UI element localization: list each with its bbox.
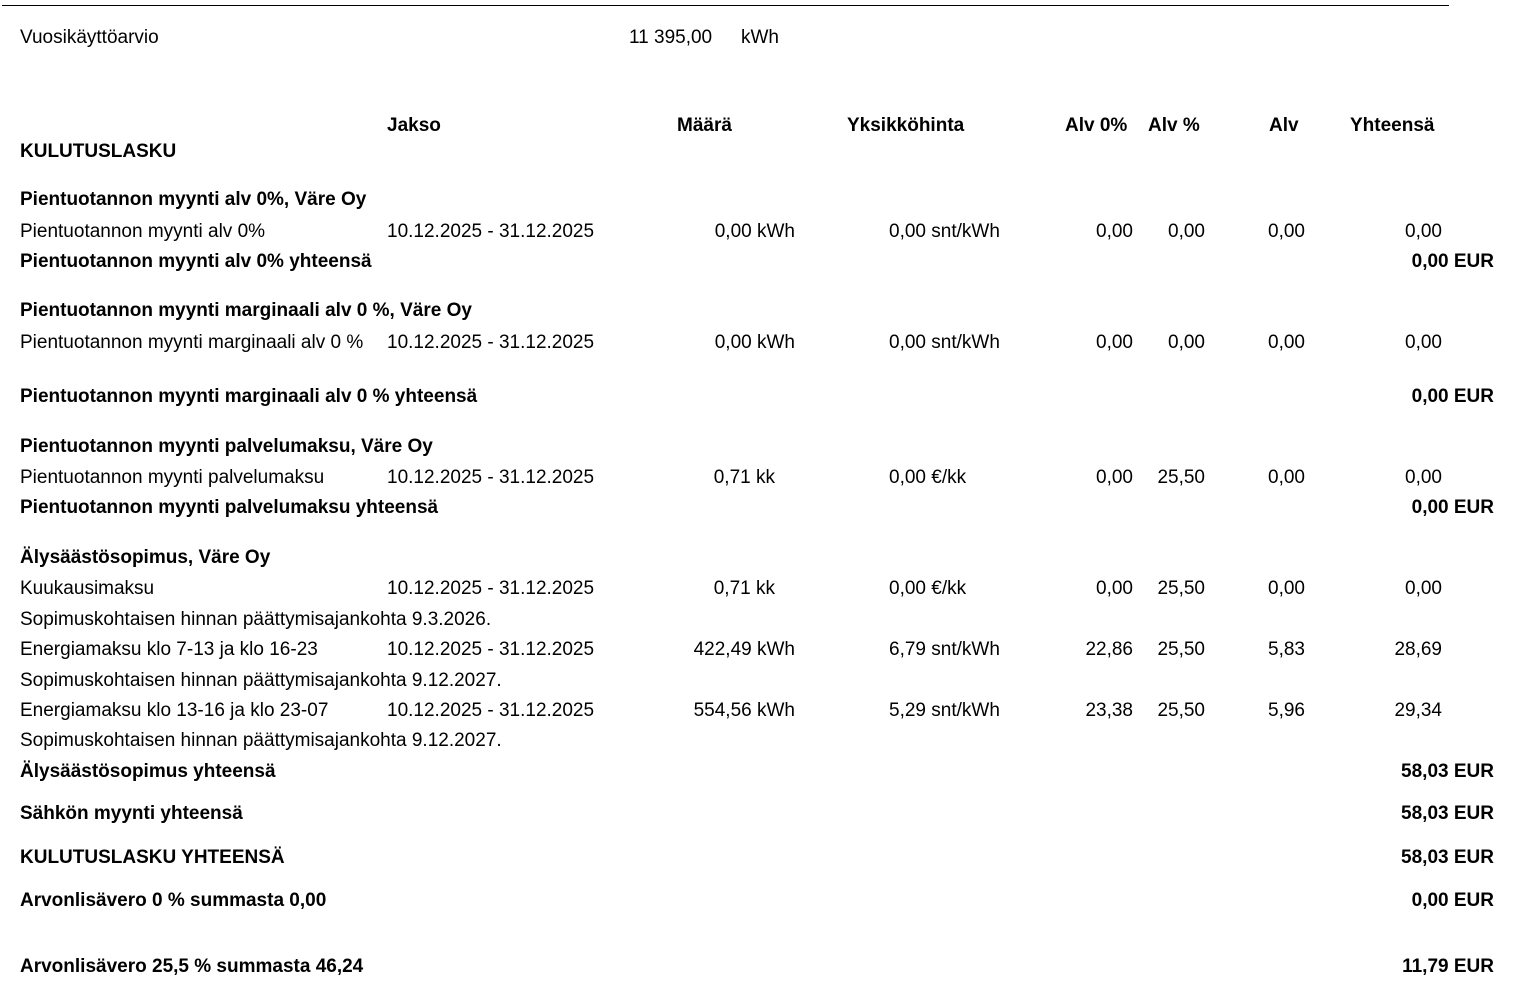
row-vat-pct: 25,50 [1157, 578, 1205, 599]
group-total-value: 0,00 EUR [1411, 251, 1494, 272]
row-vat: 0,00 [1268, 467, 1305, 488]
row-period: 10.12.2025 - 31.12.2025 [387, 467, 595, 488]
row-quantity: 554,56 kWh [693, 700, 795, 721]
row-name: Pientuotannon myynti palvelumaksu [20, 467, 325, 488]
vat255-summary-value: 11,79 EUR [1402, 956, 1494, 977]
row-note: Sopimuskohtaisen hinnan päättymisajankohta 9.3.2026. [20, 609, 492, 630]
row-note: Sopimuskohtaisen hinnan päättymisajankohta 9.12.2027. [20, 670, 502, 691]
group-total-value: 58,03 EUR [1401, 761, 1494, 782]
group-title: Pientuotannon myynti alv 0%, Väre Oy [20, 189, 367, 210]
row-period: 10.12.2025 - 31.12.2025 [387, 332, 595, 353]
row-name: Kuukausimaksu [20, 578, 155, 599]
row-period: 10.12.2025 - 31.12.2025 [387, 221, 595, 242]
row-vat-pct: 25,50 [1157, 467, 1205, 488]
annual-estimate-label: Vuosikäyttöarvio [20, 27, 159, 48]
group-total-label: Pientuotannon myynti alv 0% yhteensä [20, 251, 372, 272]
row-unit-price: 6,79 snt/kWh [889, 639, 1000, 660]
sales-total-value: 58,03 EUR [1401, 803, 1494, 824]
row-quantity: 422,49 kWh [693, 639, 795, 660]
row-total: 0,00 [1405, 467, 1442, 488]
header-vat0: Alv 0% [1065, 115, 1128, 136]
row-vat0: 0,00 [1096, 467, 1133, 488]
row-name: Pientuotannon myynti marginaali alv 0 % [20, 332, 364, 353]
row-name: Energiamaksu klo 7-13 ja klo 16-23 [20, 639, 318, 660]
row-name: Pientuotannon myynti alv 0% [20, 221, 266, 242]
annual-estimate-unit: kWh [741, 27, 779, 48]
group-total-label: Pientuotannon myynti marginaali alv 0 % yhteensä [20, 386, 478, 407]
row-vat: 0,00 [1268, 332, 1305, 353]
row-vat-pct: 0,00 [1168, 332, 1205, 353]
row-vat: 5,83 [1268, 639, 1305, 660]
row-quantity: 0,00 kWh [714, 221, 795, 242]
row-unit-price: 0,00 €/kk [889, 578, 967, 599]
row-unit-price: 0,00 snt/kWh [889, 221, 1000, 242]
row-vat: 0,00 [1268, 578, 1305, 599]
row-name: Energiamaksu klo 13-16 ja klo 23-07 [20, 700, 329, 721]
header-unit-price: Yksikköhinta [847, 115, 965, 136]
header-vat: Alv [1269, 115, 1299, 136]
row-quantity: 0,00 kWh [714, 332, 795, 353]
header-quantity: Määrä [677, 115, 732, 136]
row-unit-price: 0,00 €/kk [889, 467, 967, 488]
group-title: Pientuotannon myynti marginaali alv 0 %, Väre Oy [20, 300, 472, 321]
row-period: 10.12.2025 - 31.12.2025 [387, 700, 595, 721]
row-vat0: 0,00 [1096, 578, 1133, 599]
vat0-summary-value: 0,00 EUR [1411, 890, 1494, 911]
section-title: KULUTUSLASKU [20, 141, 177, 162]
annual-estimate-value: 11 395,00 [629, 27, 713, 48]
row-total: 0,00 [1405, 221, 1442, 242]
row-total: 0,00 [1405, 578, 1442, 599]
group-total-value: 0,00 EUR [1411, 386, 1494, 407]
row-vat0: 0,00 [1096, 221, 1133, 242]
invoice-total-value: 58,03 EUR [1401, 847, 1494, 868]
header-vat-pct: Alv % [1148, 115, 1200, 136]
row-vat0: 23,38 [1085, 700, 1133, 721]
row-total: 29,34 [1394, 700, 1442, 721]
invoice-total-label: KULUTUSLASKU YHTEENSÄ [20, 847, 285, 868]
group-total-label: Pientuotannon myynti palvelumaksu yhteensä [20, 497, 439, 518]
group-title: Älysäästösopimus, Väre Oy [20, 547, 271, 568]
group-total-value: 0,00 EUR [1411, 497, 1494, 518]
header-period: Jakso [387, 115, 441, 136]
row-vat-pct: 0,00 [1168, 221, 1205, 242]
row-period: 10.12.2025 - 31.12.2025 [387, 578, 595, 599]
row-period: 10.12.2025 - 31.12.2025 [387, 639, 595, 660]
row-unit-price: 5,29 snt/kWh [889, 700, 1000, 721]
header-total: Yhteensä [1350, 115, 1435, 136]
row-note: Sopimuskohtaisen hinnan päättymisajankohta 9.12.2027. [20, 730, 502, 751]
row-vat: 0,00 [1268, 221, 1305, 242]
group-title: Pientuotannon myynti palvelumaksu, Väre Oy [20, 436, 433, 457]
row-unit-price: 0,00 snt/kWh [889, 332, 1000, 353]
row-quantity: 0,71 kk [713, 578, 775, 599]
top-rule [2, 5, 1449, 6]
row-total: 0,00 [1405, 332, 1442, 353]
row-vat-pct: 25,50 [1157, 639, 1205, 660]
row-total: 28,69 [1394, 639, 1442, 660]
vat255-summary-label: Arvonlisävero 25,5 % summasta 46,24 [20, 956, 364, 977]
row-vat0: 0,00 [1096, 332, 1133, 353]
row-quantity: 0,71 kk [713, 467, 775, 488]
row-vat: 5,96 [1268, 700, 1305, 721]
group-total-label: Älysäästösopimus yhteensä [20, 761, 276, 782]
row-vat0: 22,86 [1085, 639, 1133, 660]
sales-total-label: Sähkön myynti yhteensä [20, 803, 243, 824]
row-vat-pct: 25,50 [1157, 700, 1205, 721]
vat0-summary-label: Arvonlisävero 0 % summasta 0,00 [20, 890, 327, 911]
